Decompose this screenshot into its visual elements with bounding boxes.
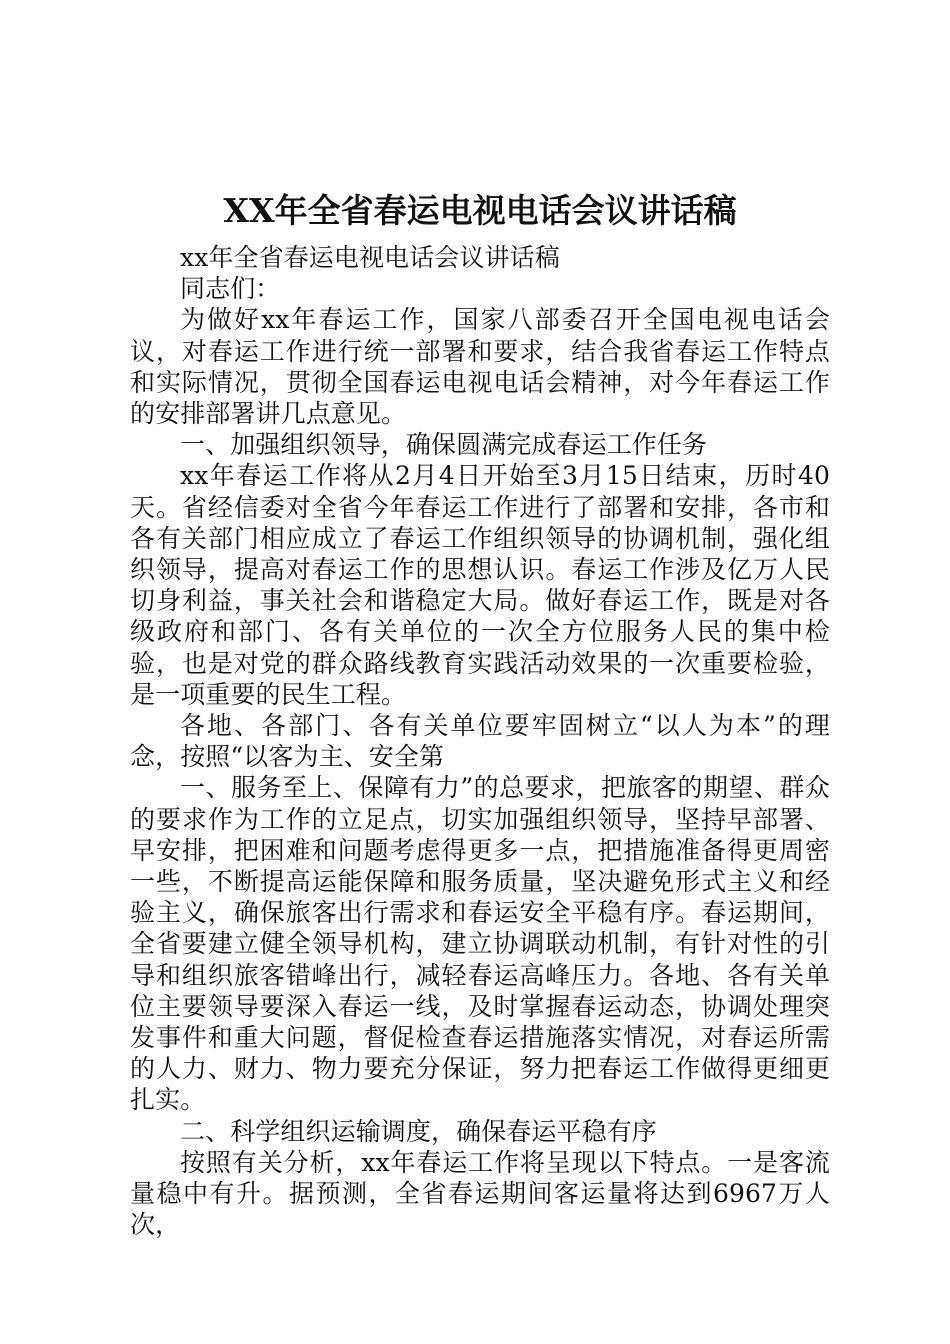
section-heading-1: 一、加强组织领导，确保圆满完成春运工作任务 [180, 430, 708, 460]
body-paragraph: 各地、各部门、各有关单位要牢固树立“以人为本”的理念，按照“以客为主、安全第 [130, 711, 830, 772]
document-page [130, 186, 830, 1241]
document-title: XX年全省春运电视电话会议讲话稿 [223, 191, 737, 230]
salutation-paragraph: 同志们： [180, 274, 281, 304]
body-paragraph: 一、服务至上、保障有力”的总要求，把旅客的期望、群众的要求作为工作的立足点，切实加强组织领导，坚持早部署、早安排，把困难和问题考虑得更多一点，把措施准备得更周密一些，不断提高运能保障和服务质量，坚决避免形式主义和经验主义，确保旅客出行需求和春运安全平稳有序。春运期间，全省要建立健全领导机构，建立协调联动机制，有针对性的引导和组织旅客错峰出行，减轻春运高峰压力。各地、各有关单位主要领导要深入春运一线，及时掌握春运动态，协调处理突发事件和重大问题，督促检查春运措施落实情况，对春运所需的人力、财力、物力要充分保证，努力把春运工作做得更细更扎实。 [130, 773, 830, 1115]
section-heading-2: 二、科学组织运输调度，确保春运平稳有序 [180, 1116, 657, 1146]
intro-paragraph: 为做好xx年春运工作，国家八部委召开全国电视电话会议，对春运工作进行统一部署和要求，结合我省春运工作特点和实际情况，贯彻全国春运电视电话会精神，对今年春运工作的安排部署讲几点意见。 [130, 305, 830, 429]
body-paragraph: xx年春运工作将从2月4日开始至3月15日结束，历时40天。省经信委对全省今年春运工作进行了部署和安排，各市和各有关部门相应成立了春运工作组织领导的协调机制，强化组织领导，提高对春运工作的思想认识。春运工作涉及亿万人民切身利益，事关社会和谐稳定大局。做好春运工作，既是对各级政府和部门、各有关单位的一次全方位服务人民的集中检验，也是对党的群众路线教育实践活动效果的一次重要检验，是一项重要的民生工程。 [130, 461, 830, 709]
subtitle-paragraph: xx年全省春运电视电话会议讲话稿 [180, 243, 560, 272]
body-paragraph: 按照有关分析，xx年春运工作将呈现以下特点。一是客流量稳中有升。据预测，全省春运期间客运量将达到6967万人次， [130, 1147, 830, 1240]
